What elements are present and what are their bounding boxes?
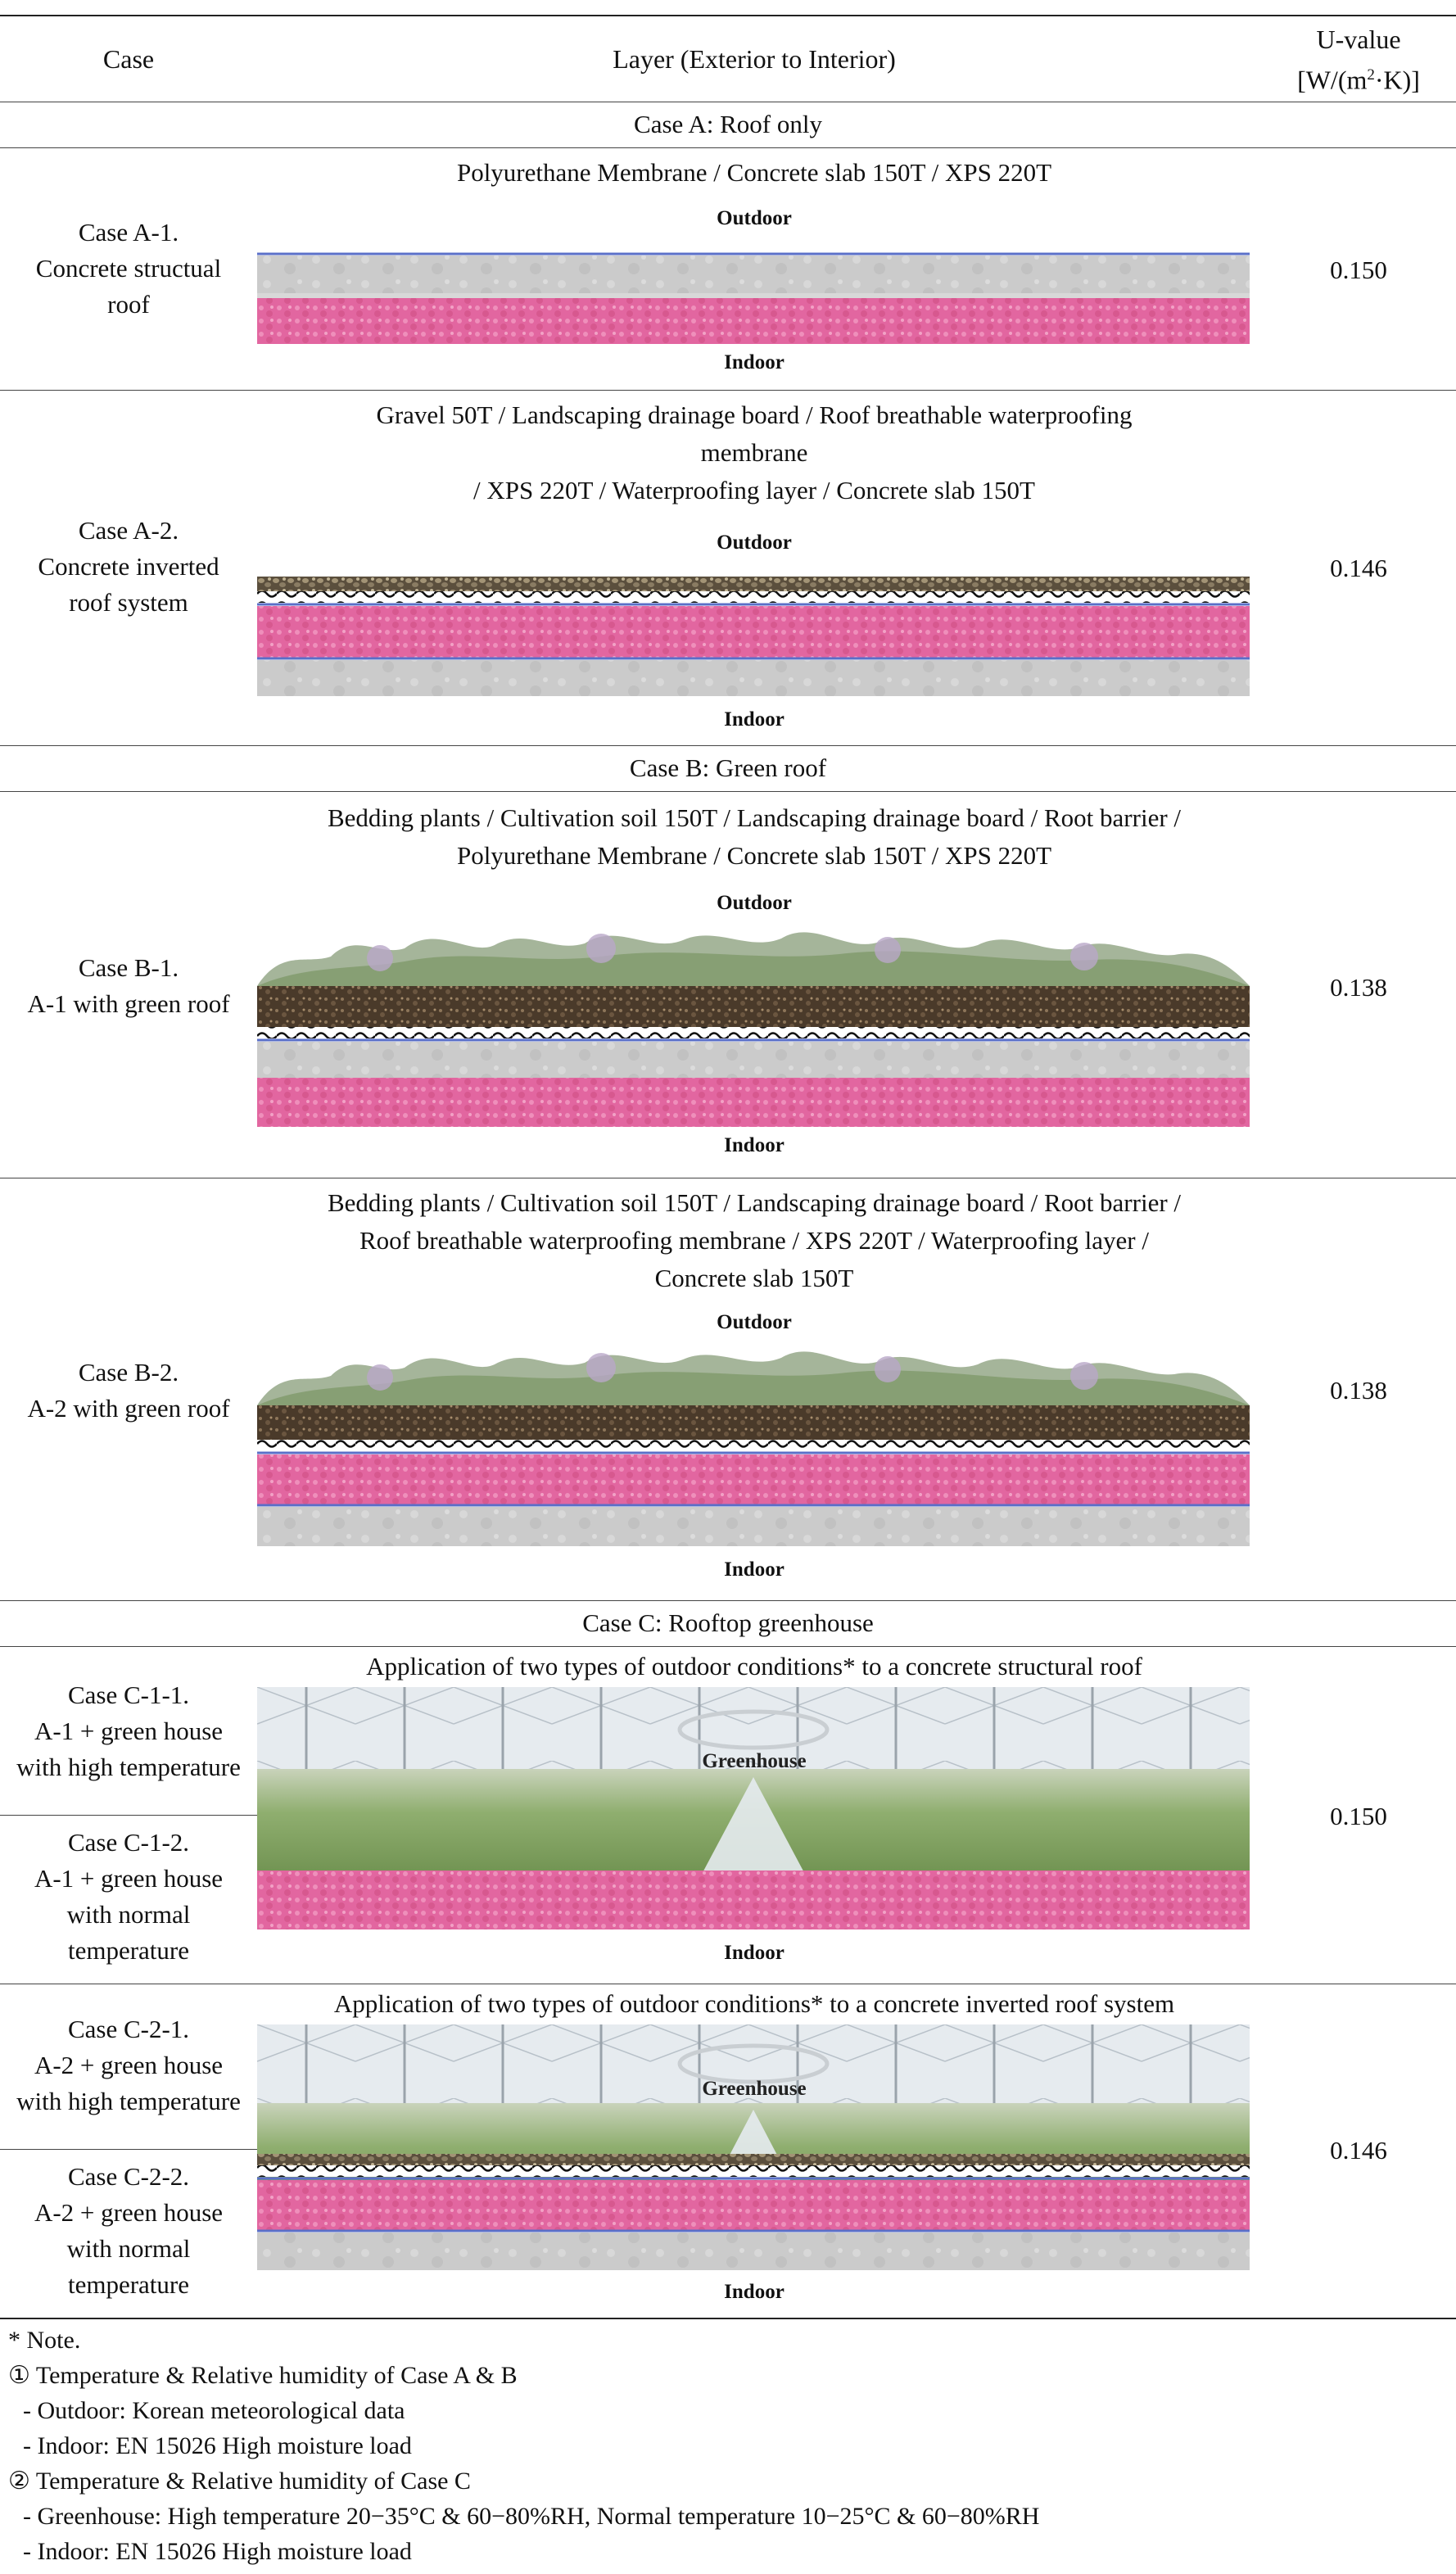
case-c2-layers: Application of two types of outdoor conditions* to a concrete inverted roof system xyxy=(333,1989,1175,2018)
header-uvalue xyxy=(1261,21,1456,98)
case-b1-uvalue: 0.138 xyxy=(1330,973,1387,1002)
case-c1-uvalue: 0.150 xyxy=(1330,1802,1387,1830)
case-c2-split-rule xyxy=(0,2149,257,2150)
case-a1-diagram xyxy=(257,252,1250,344)
section-b-rule xyxy=(0,791,1456,792)
case-b1-outdoor-label: Outdoor xyxy=(717,892,792,914)
case-a2-label-line2: Concrete inverted xyxy=(38,552,219,581)
section-b-title: Case B: Green roof xyxy=(629,753,827,782)
case-b2-label-line2: A-2 with green roof xyxy=(27,1394,230,1423)
case-c22-label-line3: with normal xyxy=(66,2234,191,2263)
case-a2-uvalue: 0.146 xyxy=(1330,554,1387,582)
case-a2-layers-line3: / XPS 220T / Waterproofing layer / Concrete slab 150T xyxy=(473,476,1035,504)
case-c1-greenhouse-label: Greenhouse xyxy=(702,1750,807,1772)
table-top-rule xyxy=(0,15,1456,16)
header-uvalue-sup: 2 xyxy=(1367,66,1375,84)
note-line-6: - Indoor: EN 15026 High moisture load xyxy=(23,2538,412,2565)
case-c21-label-line3: with high temperature xyxy=(16,2087,241,2115)
case-c11-label xyxy=(0,1677,257,1785)
note-title: * Note. xyxy=(8,2327,81,2354)
header-uvalue-line2 xyxy=(1261,57,1456,98)
case-c22-label-line1: Case C-2-2. xyxy=(67,2162,190,2191)
case-c22-label xyxy=(0,2159,257,2303)
case-b2-label-line1: Case B-2. xyxy=(78,1358,179,1387)
case-c2-greenhouse-label: Greenhouse xyxy=(702,2078,807,2100)
case-c21-label-line2: A-2 + green house xyxy=(34,2051,224,2079)
case-a2-diagram xyxy=(257,577,1250,696)
note-line-5: - Greenhouse: High temperature 20−35°C & 60−80%RH, Normal temperature 10−25°C & 60−80%RH xyxy=(23,2503,1040,2530)
case-a2-outdoor-label: Outdoor xyxy=(717,532,792,554)
case-b2-layers xyxy=(260,1184,1248,1297)
case-a2-layers-line1: Gravel 50T / Landscaping drainage board / Roof breathable waterproofing xyxy=(376,400,1133,429)
case-c2-uvalue: 0.146 xyxy=(1330,2136,1387,2165)
case-a1-label-line2: Concrete structual xyxy=(35,254,222,283)
case-a1-outdoor-label: Outdoor xyxy=(717,207,792,229)
case-b1-label xyxy=(0,950,257,1022)
case-b1-layers-line2: Polyurethane Membrane / Concrete slab 150T / XPS 220T xyxy=(456,841,1052,870)
case-c1-xps-layer xyxy=(257,1871,1250,1929)
case-b2-layers-line3: Concrete slab 150T xyxy=(654,1264,854,1292)
case-a1-label xyxy=(0,215,257,323)
case-a1-layers xyxy=(260,154,1248,192)
case-a1-indoor-label: Indoor xyxy=(724,351,785,373)
case-c2-diagram xyxy=(257,2024,1250,2270)
case-c22-label-line4: temperature xyxy=(67,2270,190,2299)
header-uvalue-post: ·K)] xyxy=(1374,65,1420,95)
case-b1-indoor-label: Indoor xyxy=(724,1134,785,1156)
case-c21-label-line1: Case C-2-1. xyxy=(67,2015,190,2043)
case-c11-label-line3: with high temperature xyxy=(16,1753,241,1781)
case-b2-outdoor-label: Outdoor xyxy=(717,1311,792,1333)
case-b1-layers-line1: Bedding plants / Cultivation soil 150T / Landscaping drainage board / Root barrier / xyxy=(327,803,1182,832)
case-c11-label-line1: Case C-1-1. xyxy=(67,1681,190,1709)
case-c1-layers: Application of two types of outdoor conditions* to a concrete structural roof xyxy=(366,1652,1142,1681)
case-c12-label-line3: with normal xyxy=(66,1900,191,1929)
case-b2-diagram xyxy=(257,1335,1250,1546)
note-line-2: - Outdoor: Korean meteorological data xyxy=(23,2397,405,2424)
section-c-rule xyxy=(0,1646,1456,1647)
case-a2-layers-line2: membrane xyxy=(700,438,808,467)
header-uvalue-line1: U-value xyxy=(1316,25,1401,54)
case-b2-rule xyxy=(0,1600,1456,1601)
case-a1-label-line1: Case A-1. xyxy=(78,218,179,247)
case-a2-layers xyxy=(260,396,1248,509)
case-c11-label-line2: A-1 + green house xyxy=(34,1717,224,1745)
case-b1-label-line2: A-1 with green roof xyxy=(27,989,230,1018)
case-a1-label-line3: roof xyxy=(107,290,150,319)
case-c21-label xyxy=(0,2011,257,2119)
case-a2-label xyxy=(0,513,257,621)
note-line-4: ② Temperature & Relative humidity of Case C xyxy=(8,2468,471,2495)
header-uvalue-pre: [W/(m xyxy=(1297,65,1368,95)
case-a1-layers-line: Polyurethane Membrane / Concrete slab 150T / XPS 220T xyxy=(456,158,1052,187)
case-c1-split-rule xyxy=(0,1815,257,1816)
case-c12-label-line4: temperature xyxy=(67,1936,190,1965)
case-b1-label-line1: Case B-1. xyxy=(78,953,179,982)
section-a-title: Case A: Roof only xyxy=(634,110,822,138)
header-layer: Layer (Exterior to Interior) xyxy=(613,44,896,74)
case-c2-indoor-label: Indoor xyxy=(724,2281,785,2303)
header-case: Case xyxy=(102,44,155,74)
case-a1-rule xyxy=(0,390,1456,391)
case-c12-label xyxy=(0,1825,257,1969)
case-b2-label xyxy=(0,1355,257,1427)
section-c-title: Case C: Rooftop greenhouse xyxy=(582,1608,874,1637)
case-a2-label-line3: roof system xyxy=(69,588,188,617)
case-c22-label-line2: A-2 + green house xyxy=(34,2198,224,2227)
note-line-1: ① Temperature & Relative humidity of Case A & B xyxy=(8,2362,518,2389)
table-bottom-rule xyxy=(0,2318,1456,2319)
case-b1-layers xyxy=(260,799,1248,875)
case-b2-layers-line2: Roof breathable waterproofing membrane / XPS 220T / Waterproofing layer / xyxy=(359,1226,1149,1255)
case-a2-rule xyxy=(0,745,1456,746)
case-a1-uvalue: 0.150 xyxy=(1330,256,1387,284)
note-line-3: - Indoor: EN 15026 High moisture load xyxy=(23,2432,412,2459)
case-c12-label-line2: A-1 + green house xyxy=(34,1864,224,1893)
case-b2-layers-line1: Bedding plants / Cultivation soil 150T / Landscaping drainage board / Root barrier / xyxy=(327,1188,1182,1217)
case-c1-indoor-label: Indoor xyxy=(724,1942,785,1964)
case-c12-label-line1: Case C-1-2. xyxy=(67,1828,190,1857)
case-b2-indoor-label: Indoor xyxy=(724,1558,785,1581)
case-a2-label-line1: Case A-2. xyxy=(78,516,179,545)
case-b2-uvalue: 0.138 xyxy=(1330,1376,1387,1405)
case-b1-diagram xyxy=(257,916,1250,1127)
section-a-rule xyxy=(0,147,1456,148)
case-a2-indoor-label: Indoor xyxy=(724,708,785,731)
